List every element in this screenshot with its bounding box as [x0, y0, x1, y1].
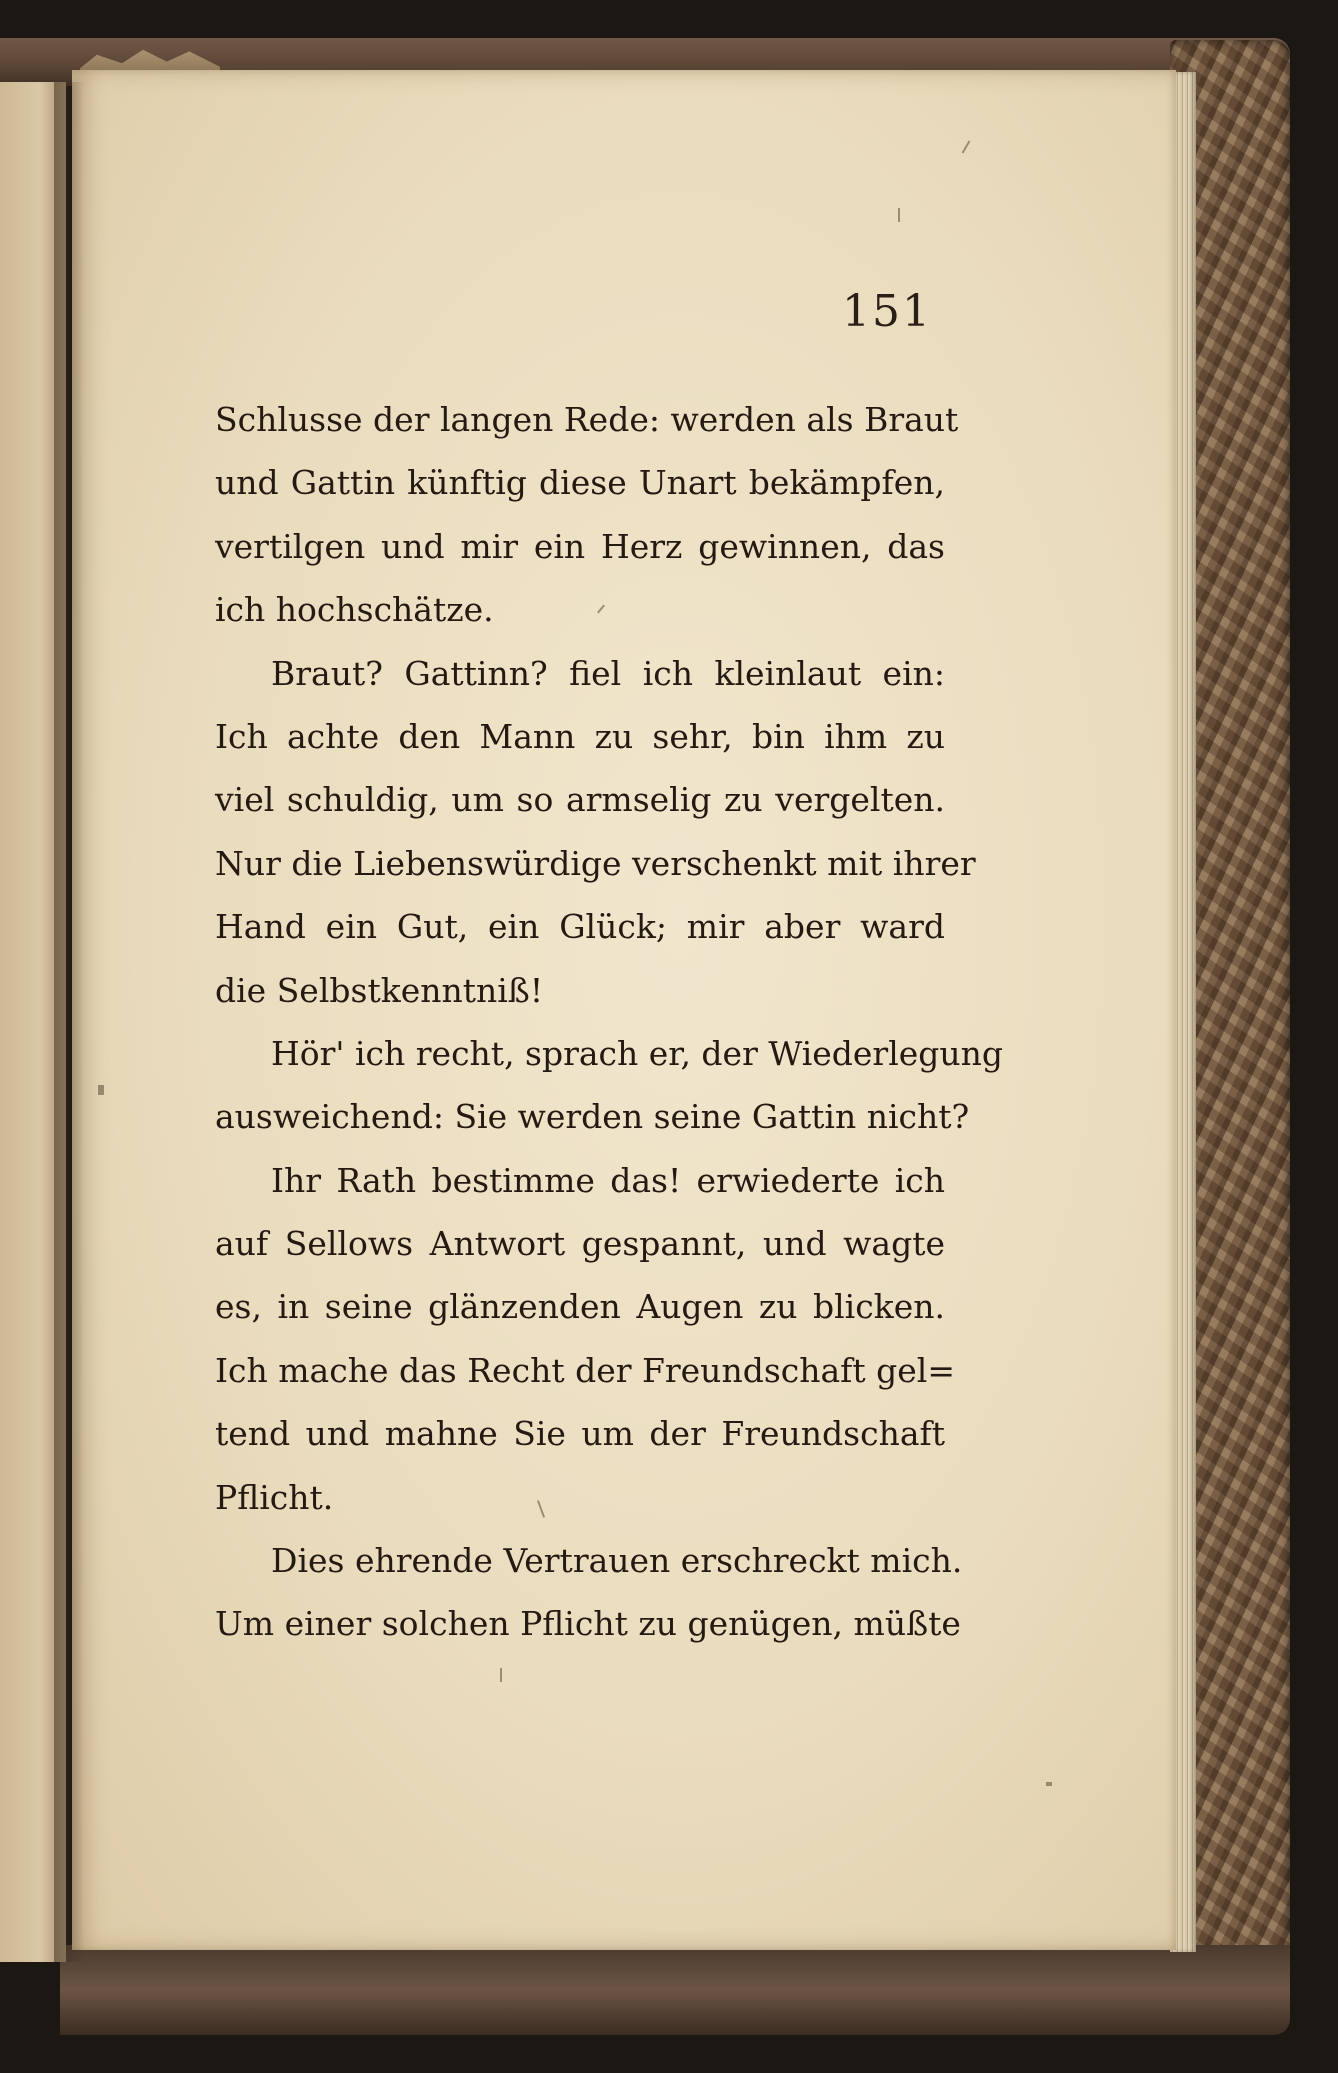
text-line: vertilgen und mir ein Herz gewinnen, das — [215, 526, 945, 566]
paper-speck — [500, 1668, 502, 1682]
paper-speck — [1046, 1782, 1052, 1786]
text-line: tend und mahne Sie um der Freundschaft — [215, 1414, 945, 1454]
text-line: Um einer solchen Pflicht zu genügen, müßte — [215, 1604, 961, 1644]
text-line: Pflicht. — [215, 1477, 334, 1517]
page-body-text — [215, 388, 1004, 1656]
text-line: Hand ein Gut, ein Glück; mir aber ward — [215, 907, 945, 947]
text-line: ich hochschätze. — [215, 590, 494, 630]
cover-frame-bottom — [60, 1945, 1290, 2035]
text-line: Nur die Liebenswürdige verschenkt mit ihrer — [215, 843, 976, 883]
spine-shadow — [54, 82, 84, 1962]
text-line: es, in seine glänzenden Augen zu blicken. — [215, 1287, 945, 1327]
text-line: Dies ehrende Vertrauen erschreckt mich. — [271, 1541, 963, 1581]
text-line: Hör' ich recht, sprach er, der Wiederlegung — [271, 1033, 1004, 1073]
text-line: viel schuldig, um so armselig zu vergelten. — [215, 780, 945, 820]
text-line: Ich mache das Recht der Freundschaft gel= — [215, 1350, 955, 1390]
text-line: Ich achte den Mann zu sehr, bin ihm zu — [215, 716, 945, 756]
text-line: ausweichend: Sie werden seine Gattin nicht? — [215, 1097, 970, 1137]
paper-speck — [98, 1085, 104, 1095]
text-line: Ihr Rath bestimme das! erwiederte ich — [271, 1160, 945, 1200]
text-line: Schlusse der langen Rede: werden als Braut — [215, 400, 959, 439]
text-line: Braut? Gattinn? fiel ich kleinlaut ein: — [271, 653, 945, 693]
text-line: und Gattin künftig diese Unart bekämpfen, — [215, 463, 945, 503]
text-line: auf Sellows Antwort gespannt, und wagte — [215, 1224, 945, 1264]
paper-speck — [898, 208, 900, 222]
text-line: die Selbstkenntniß! — [215, 970, 544, 1010]
page-number: 151 — [842, 286, 932, 337]
